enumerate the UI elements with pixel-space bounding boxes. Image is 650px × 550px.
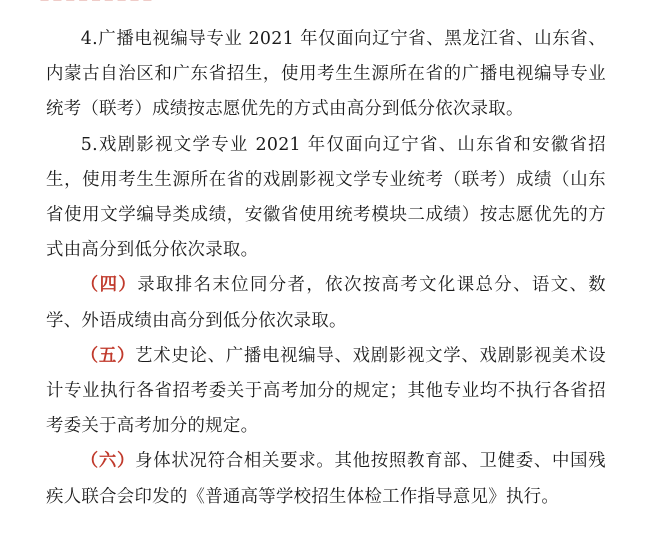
section-four-text: 录取排名末位同分者，依次按高考文化课总分、语文、数学、外语成绩由高分到低分依次录取。 bbox=[46, 275, 606, 331]
section-five-text: 艺术史论、广播电视编导、戏剧影视文学、戏剧影视美术设计专业执行各省招考委关于高考加分的规定；其他专业均不执行各省招考委关于高考加分的规定。 bbox=[46, 345, 606, 437]
section-six-marker: （六） bbox=[80, 451, 136, 472]
header-fragment-text: 一 一 一 一 一 一 一 一 一 bbox=[40, 0, 153, 7]
paragraph-item-5 bbox=[46, 128, 606, 269]
section-four bbox=[46, 268, 606, 338]
paragraph-item-4-text: 4.广播电视编导专业 2021 年仅面向辽宁省、黑龙江省、山东省、内蒙古自治区和广东省招生，使用考生生源所在省的广播电视编导专业统考（联考）成绩按志愿优先的方式由高分到低分依次录取。 bbox=[46, 29, 606, 120]
section-five-marker: （五） bbox=[80, 345, 136, 366]
paragraph-item-4 bbox=[46, 22, 606, 128]
section-six bbox=[46, 444, 606, 514]
section-four-marker: （四） bbox=[80, 275, 138, 296]
top-header-fragment bbox=[0, 0, 650, 7]
section-six-text: 身体状况符合相关要求。其他按照教育部、卫健委、中国残疾人联合会印发的《普通高等学校招生体检工作指导意见》执行。 bbox=[46, 451, 606, 507]
document-body bbox=[46, 22, 606, 515]
section-five bbox=[46, 339, 606, 445]
paragraph-item-5-text: 5.戏剧影视文学专业 2021 年仅面向辽宁省、山东省和安徽省招生，使用考生生源所在省的戏剧影视文学专业统考（联考）成绩（山东省使用文学编导类成绩，安徽省使用统考模块二成绩）按志愿优先的方式由高分到低分依次录取。 bbox=[46, 134, 606, 261]
